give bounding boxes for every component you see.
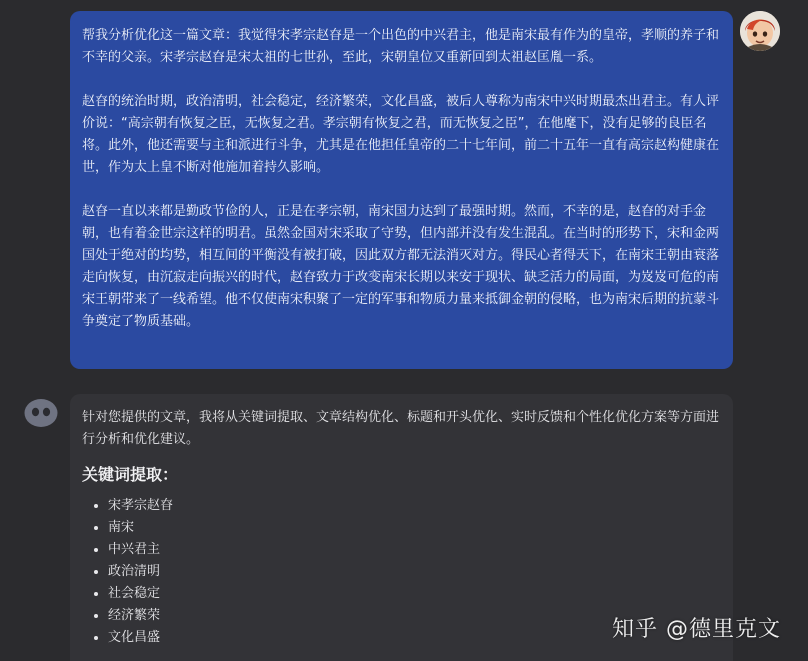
bot-face-icon — [24, 398, 58, 428]
list-item: • 社会稳定 — [108, 583, 721, 605]
user-message-paragraph-3: 赵昚一直以来都是勤政节俭的人，正是在孝宗朝，南宋国力达到了最强时期。然而，不幸的是，赵昚的对手金朝，也有着金世宗这样的明君。虽然金国对宋采取了守势，但内部并没有发生混乱。在当时的形势下，宋和金两国处于绝对的均势，相互间的平衡没有被打破，因此双方都无法消灭对方。得民心者得天下，在南宋王朝由衰落走向恢复，由沉寂走向振兴的时代，赵昚致力于改变南宋长期以来安于现状、缺乏活力的局面，为岌岌可危的南宋王朝带来了一线希望。他不仅使南宋积聚了一定的军事和物质力量来抵御金朝的侵略，也为南宋后期的抗蒙斗争奠定了物质基础。 — [82, 204, 720, 329]
list-item: • 经济繁荣 — [108, 605, 721, 627]
user-message-paragraph-1: 帮我分析优化这一篇文章：我觉得宋孝宗赵昚是一个出色的中兴君主，他是南宋最有作为的皇帝，孝顺的养子和不幸的父亲。宋孝宗赵昚是宋太祖的七世孙，至此，宋朝皇位又重新回到太祖赵匡胤一系。 — [82, 28, 720, 65]
bot-avatar — [24, 398, 58, 428]
list-item: • 南宋 — [108, 517, 721, 539]
keywords-heading: 关键词提取： — [82, 465, 179, 484]
cartoon-avatar-icon — [740, 11, 780, 51]
user-avatar — [740, 11, 780, 51]
user-message-paragraph-2: 赵昚的统治时期，政治清明，社会稳定，经济繁荣，文化昌盛，被后人尊称为南宋中兴时期最杰出君主。有人评价说：“高宗朝有恢复之臣，无恢复之君。孝宗朝有恢复之君，而无恢复之臣”，在他麾下，没有足够的良臣名将。此外，他还需要与主和派进行斗争，尤其是在他担任皇帝的二十七年间，前二十五年一直有高宗赵构健康在世，作为太上皇不断对他施加着持久影响。 — [82, 94, 720, 175]
list-item: • 政治清明 — [108, 561, 721, 583]
user-message-bubble — [70, 11, 733, 369]
list-item: • 文化昌盛 — [108, 627, 721, 649]
assistant-intro-text: 针对您提供的文章，我将从关键词提取、文章结构优化、标题和开头优化、实时反馈和个性化优化方案等方面进行分析和优化建议。 — [82, 410, 720, 447]
list-item: • 宋孝宗赵昚 — [108, 495, 721, 517]
list-item: • 中兴君主 — [108, 539, 721, 561]
watermark: 知乎 @德里克文 — [612, 617, 781, 642]
